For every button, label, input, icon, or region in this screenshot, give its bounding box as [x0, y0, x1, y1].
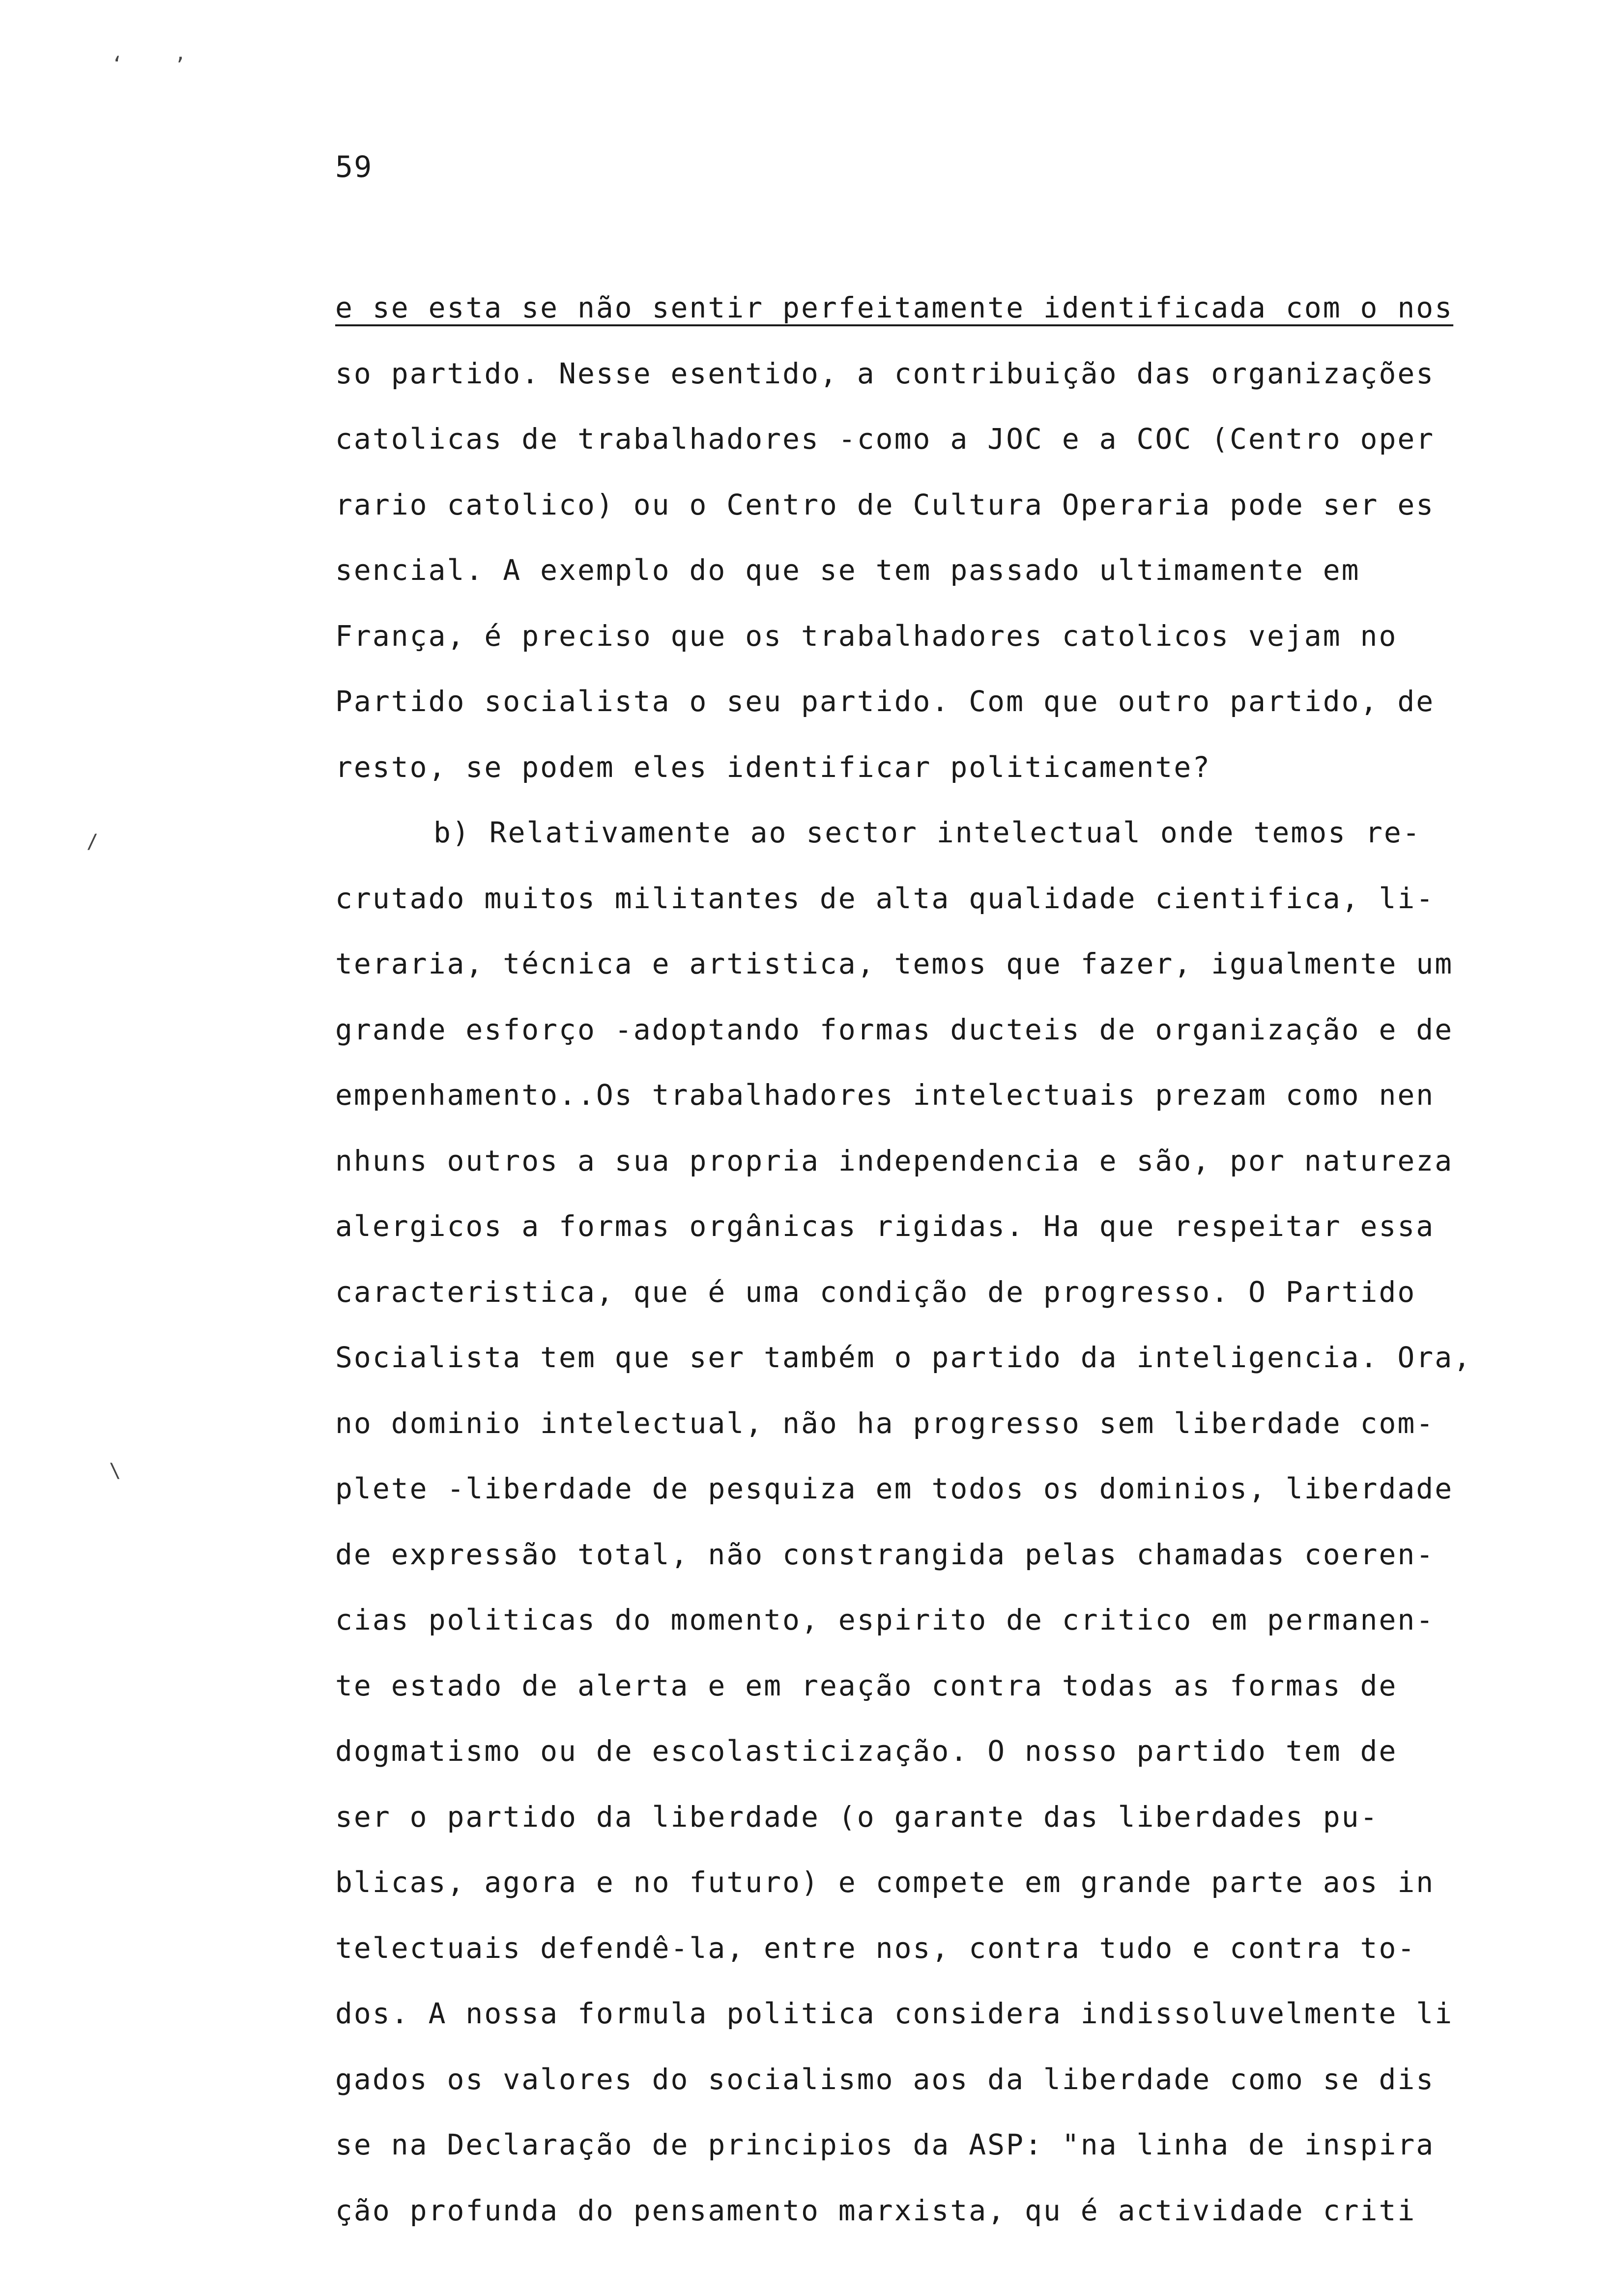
line-text: Partido socialista o seu partido. Com que outro partido, de	[335, 685, 1435, 718]
text-line-15	[335, 1194, 1505, 1260]
line-text: cias politicas do momento, espirito de critico em permanen-	[335, 1603, 1435, 1636]
text-line-4	[335, 472, 1505, 538]
scan-mark: ‘	[111, 53, 123, 76]
line-text: ser o partido da liberdade (o garante das liberdades pu-	[335, 1800, 1379, 1834]
line-text: e se esta se não sentir perfeitamente identificada com o nos	[335, 291, 1454, 324]
body-text	[335, 275, 1505, 2243]
text-line-28	[335, 2047, 1505, 2113]
text-line-6	[335, 603, 1505, 669]
text-line-23	[335, 1719, 1505, 1784]
text-line-27	[335, 1981, 1505, 2047]
line-text: alergicos a formas orgânicas rigidas. Ha que respeitar essa	[335, 1209, 1435, 1243]
text-line-11	[335, 931, 1505, 997]
text-line-18	[335, 1391, 1505, 1457]
text-line-25	[335, 1850, 1505, 1916]
text-line-26	[335, 1916, 1505, 1981]
line-text: dogmatismo ou de escolasticização. O nosso partido tem de	[335, 1734, 1398, 1768]
text-line-20	[335, 1522, 1505, 1588]
text-line-13	[335, 1062, 1505, 1128]
scan-mark: /	[86, 831, 99, 853]
text-line-30	[335, 2178, 1505, 2244]
text-line-2	[335, 341, 1505, 407]
text-line-3	[335, 406, 1505, 472]
line-text: caracteristica, que é uma condição de progresso. O Partido	[335, 1275, 1416, 1309]
line-text: grande esforço -adoptando formas ducteis de organização e de	[335, 1012, 1454, 1046]
text-line-12	[335, 997, 1505, 1063]
text-line-9	[335, 800, 1505, 866]
line-text: empenhamento..Os trabalhadores intelectuais prezam como nen	[335, 1078, 1435, 1112]
line-text: telectuais defendê-la, entre nos, contra tudo e contra to-	[335, 1931, 1416, 1965]
text-line-7	[335, 669, 1505, 735]
line-text: Socialista tem que ser também o partido da inteligencia. Ora,	[335, 1341, 1472, 1374]
line-text: no dominio intelectual, não ha progresso sem liberdade com-	[335, 1406, 1435, 1440]
line-text: se na Declaração de principios da ASP: "na linha de inspira	[335, 2128, 1435, 2161]
text-line-16	[335, 1260, 1505, 1325]
scan-mark: \	[109, 1460, 121, 1482]
page-number: 59	[335, 150, 373, 184]
line-text: so partido. Nesse esentido, a contribuição das organizações	[335, 356, 1435, 390]
line-text: de expressão total, não constrangida pelas chamadas coeren-	[335, 1537, 1435, 1571]
text-line-22	[335, 1653, 1505, 1719]
scan-mark: ’	[174, 54, 186, 77]
text-line-19	[335, 1456, 1505, 1522]
text-line-29	[335, 2112, 1505, 2178]
line-text: plete -liberdade de pesquiza em todos os dominios, liberdade	[335, 1472, 1454, 1505]
text-line-1	[335, 275, 1505, 341]
text-line-17	[335, 1325, 1505, 1391]
text-line-5	[335, 538, 1505, 603]
line-text: b) Relativamente ao sector intelectual onde temos re-	[433, 816, 1421, 849]
line-text: teraria, técnica e artistica, temos que fazer, igualmente um	[335, 947, 1454, 980]
line-text: te estado de alerta e em reação contra todas as formas de	[335, 1668, 1398, 1702]
text-line-24	[335, 1784, 1505, 1850]
line-text: França, é preciso que os trabalhadores catolicos vejam no	[335, 619, 1398, 653]
text-line-10	[335, 866, 1505, 932]
text-line-21	[335, 1587, 1505, 1653]
line-text: dos. A nossa formula politica considera indissoluvelmente li	[335, 1997, 1454, 2030]
line-text: nhuns outros a sua propria independencia e são, por natureza	[335, 1144, 1454, 1177]
line-text: crutado muitos militantes de alta qualidade cientifica, li-	[335, 881, 1435, 915]
text-line-8	[335, 735, 1505, 801]
line-text: rario catolico) ou o Centro de Cultura Operaria pode ser es	[335, 488, 1435, 521]
line-text: gados os valores do socialismo aos da liberdade como se dis	[335, 2062, 1435, 2096]
line-text: resto, se podem eles identificar politicamente?	[335, 750, 1211, 784]
line-text: blicas, agora e no futuro) e compete em grande parte aos in	[335, 1866, 1435, 1899]
line-text: catolicas de trabalhadores -como a JOC e a COC (Centro oper	[335, 422, 1435, 456]
line-text: ção profunda do pensamento marxista, qu é actividade criti	[335, 2193, 1416, 2227]
text-line-14	[335, 1128, 1505, 1194]
line-text: sencial. A exemplo do que se tem passado ultimamente em	[335, 553, 1360, 587]
